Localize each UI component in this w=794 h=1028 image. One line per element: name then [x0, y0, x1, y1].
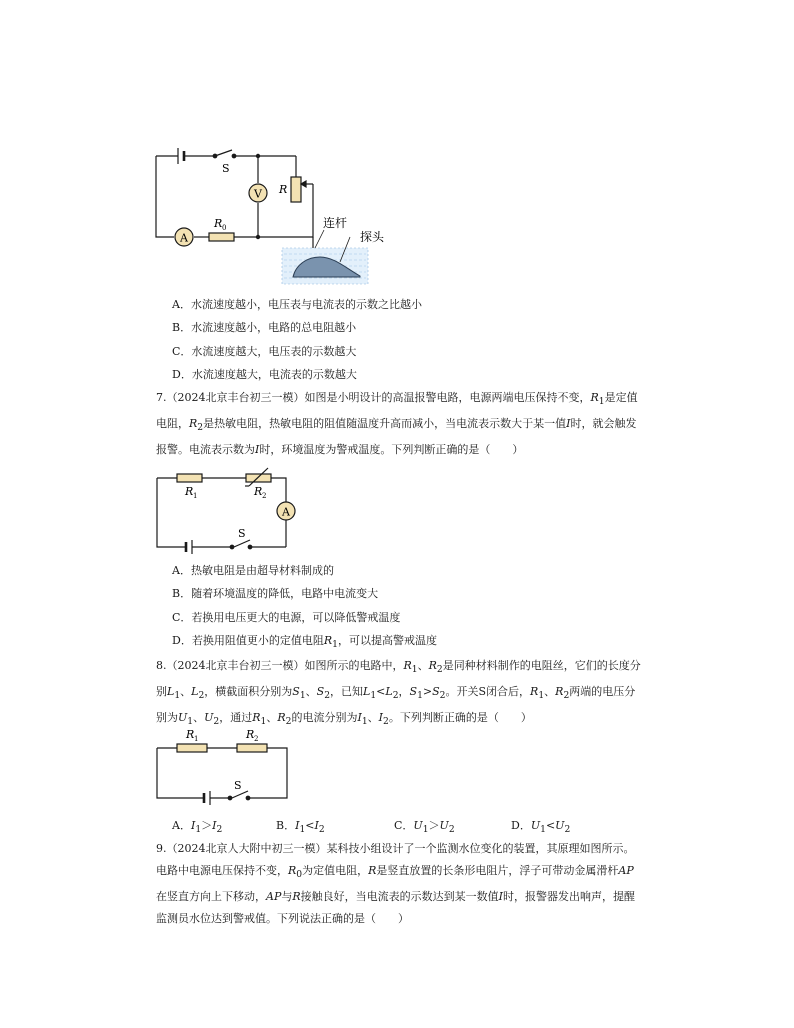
q7-r1-label: R [185, 485, 194, 498]
q7-ammeter-label: A [282, 505, 290, 519]
q8-option-d: D．$U_1<U_2$ [511, 819, 571, 836]
q7-switch-label: S [238, 527, 246, 540]
r0-subscript: 0 [222, 224, 227, 232]
figure-thermistor-circuit [150, 462, 300, 557]
q8-r1-label: R [186, 728, 195, 741]
rheostat-label: R [279, 183, 288, 196]
q7-r1-subscript: 1 [193, 492, 198, 500]
q8-r2-subscript: 2 [254, 735, 259, 743]
q6-option-b: B．水流速度越小，电路的总电阻越小 [172, 321, 357, 334]
figure-flow-probe-circuit [150, 140, 390, 290]
rod-label: 连杆 [323, 216, 348, 230]
q7-option-b: B．随着环境温度的降低，电路中电流变大 [172, 587, 379, 600]
q9-stem: 9.（2024北京人大附中初三一模）某科技小组设计了一个监测水位变化的装置，其原理如图所示。电路中电源电压保持不变，$R_0$为定值电阻，R是竖直放置的长条形电阻片，浮子可带动金属滑杆AP在竖直方向上下移动，AP与R接触良好，当电流表的示数达到某一数值I时，报警器发出响声，提醒监测员水位达到警戒值。下列说法正确的是（ ） [156, 842, 636, 926]
voltmeter-label: V [254, 187, 262, 201]
switch-label: S [222, 162, 230, 175]
ammeter-label: A [180, 231, 188, 245]
q7-option-a: A．热敏电阻是由超导材料制成的 [172, 564, 334, 577]
q7-r2-label: R [254, 485, 263, 498]
q8-option-a: A．$I_1>I_2$ [172, 819, 223, 836]
q7-stem: 7.（2024北京丰台初三一模）如图是小明设计的高温报警电路，电源两端电压保持不变，$R_1$是定值电阻，$R_2$是热敏电阻，热敏电阻的阻值随温度升高而减小，当电流表示数大于某一值I时，就会触发报警。电流表示数为I时，环境温度为警戒温度。下列判断正确的是（ ） [156, 391, 638, 457]
r0-label: R [214, 217, 223, 230]
q8-r1-subscript: 1 [194, 735, 199, 743]
probe-label: 探头 [360, 230, 385, 244]
q7-option-d: D．若换用阻值更小的定值电阻$R_1$，可以提高警戒温度 [172, 634, 437, 651]
q8-option-b: B．$I_1<I_2$ [276, 819, 325, 836]
q8-switch-label: S [234, 779, 242, 792]
q8-r2-label: R [246, 728, 255, 741]
q6-option-a: A．水流速度越小，电压表与电流表的示数之比越小 [172, 298, 422, 311]
q7-option-c: C．若换用电压更大的电源，可以降低警戒温度 [172, 611, 401, 624]
q7-r2-subscript: 2 [262, 492, 267, 500]
q8-stem: 8.（2024北京丰台初三一模）如图所示的电路中，$R_1$、$R_2$是同种材料制作的电阻丝，它们的长度分别$L_1$、$L_2$，横截面积分别为$S_1$、$S_2$，已知$L_1<L_2$，$S_1>S_2$。开关S闭合后，$R_1$、$R_2$两端的电压分别为$U_1$、$U_2$，通过$R_1$、$R_2$的电流分别为$I_1$、$I_2$。下列判断正确的是（ ） [156, 659, 641, 728]
q6-option-c: C．水流速度越大，电压表的示数越大 [172, 345, 357, 358]
q6-option-d: D．水流速度越大，电流表的示数越大 [172, 368, 357, 381]
q8-option-c: C．$U_1>U_2$ [394, 819, 455, 836]
figure-two-resistor-circuit [150, 725, 310, 810]
